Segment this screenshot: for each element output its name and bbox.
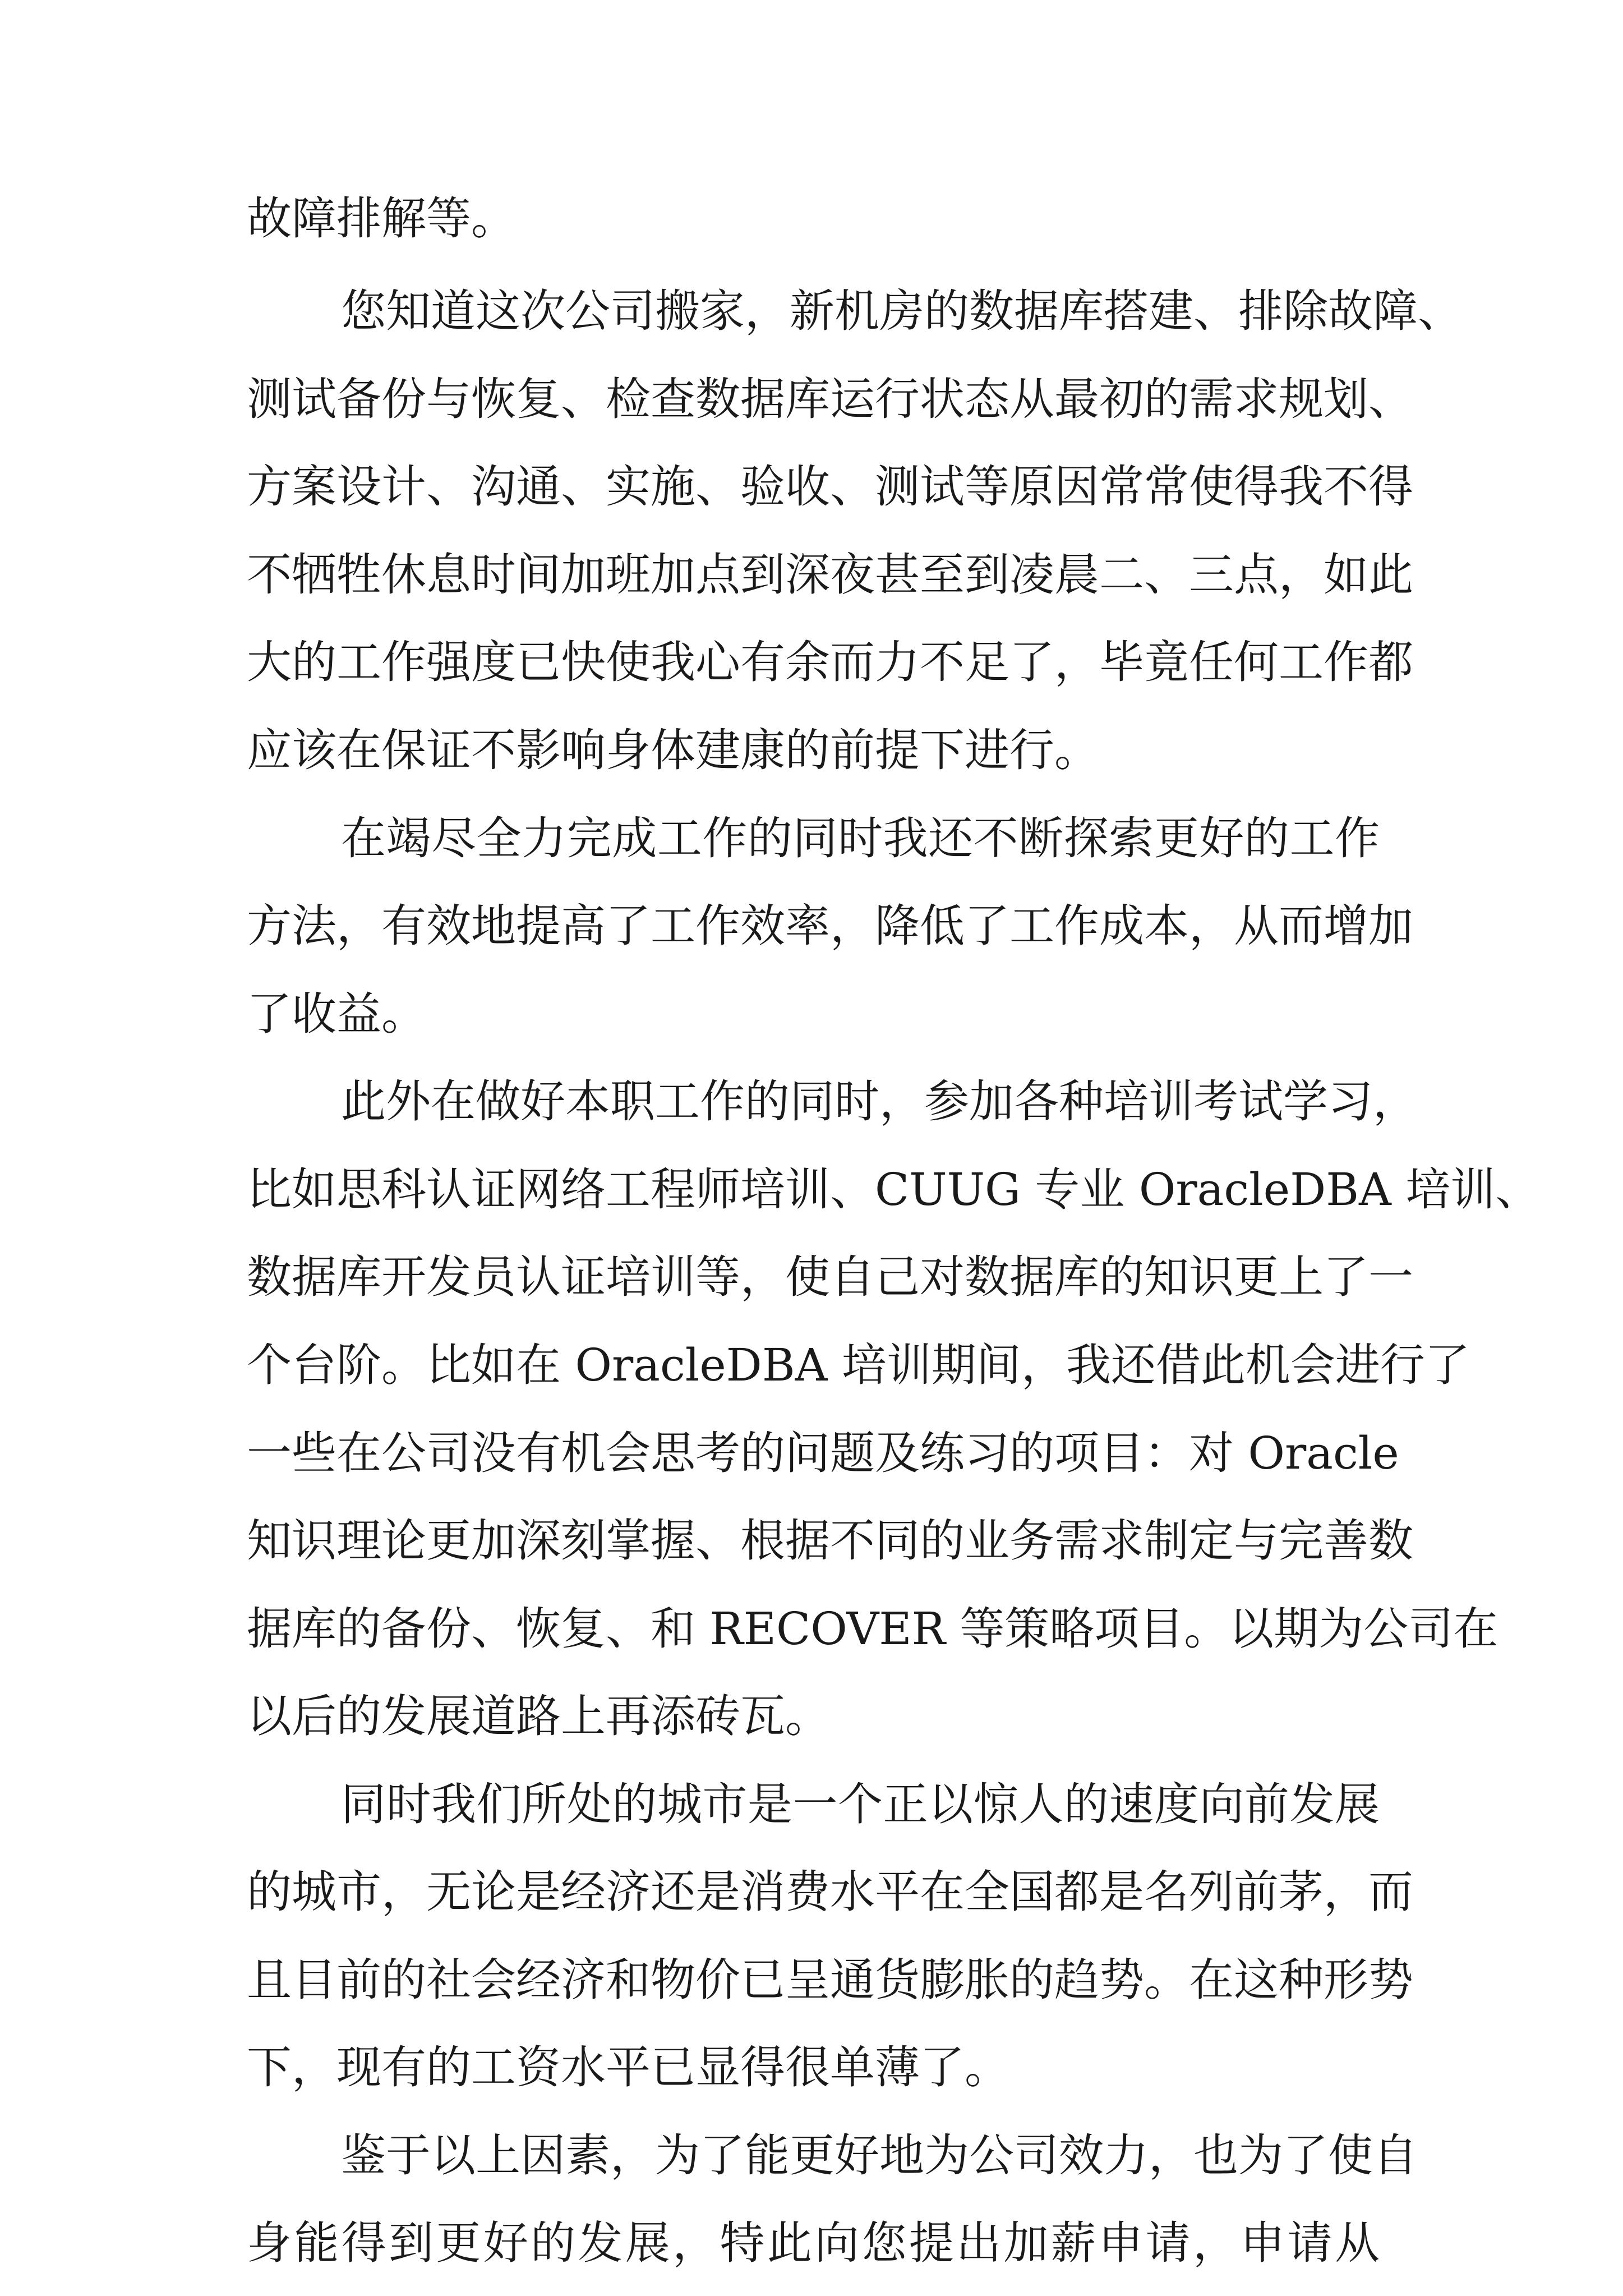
text-line: 数据库开发员认证培训等，使自己对数据库的知识更上了一 [247, 1251, 1413, 1303]
text-line: 应该在保证不影响身体建康的前提下进行。 [247, 724, 1099, 776]
text-line: 知识理论更加深刻掌握、根据不同的业务需求制定与完善数 [247, 1515, 1413, 1567]
text-line: 且目前的社会经济和物价已呈通货膨胀的趋势。在这种形势 [247, 1954, 1413, 2006]
text-line: 身能得到更好的发展，特此向您提出加薪申请，申请从 [247, 2217, 1380, 2269]
text-line: 下，现有的工资水平已显得很单薄了。 [247, 2041, 1009, 2093]
text-line: 个台阶。比如在 OracleDBA 培训期间，我还借此机会进行了 [247, 1339, 1470, 1391]
text-line: 此外在做好本职工作的同时，参加各种培训考试学习， [341, 1075, 1418, 1128]
text-line: 一些在公司没有机会思考的问题及练习的项目：对 Oracle [247, 1427, 1399, 1479]
text-line: 同时我们所处的城市是一个正以惊人的速度向前发展 [341, 1778, 1380, 1830]
text-line: 鉴于以上因素，为了能更好地为公司效力，也为了使自 [341, 2129, 1418, 2182]
text-line: 了收益。 [247, 988, 426, 1040]
text-line: 比如思科认证网络工程师培训、CUUG 专业 OracleDBA 培训、 [247, 1163, 1541, 1216]
text-line: 在竭尽全力完成工作的同时我还不断探索更好的工作 [341, 812, 1380, 864]
text-line: 大的工作强度已快使我心有余而力不足了，毕竟任何工作都 [247, 636, 1413, 688]
text-line: 不牺牲休息时间加班加点到深夜甚至到凌晨二、三点，如此 [247, 549, 1413, 601]
text-line: 方案设计、沟通、实施、验收、测试等原因常常使得我不得 [247, 461, 1413, 513]
text-line: 测试备份与恢复、检查数据库运行状态从最初的需求规划、 [247, 373, 1413, 425]
text-line: 据库的备份、恢复、和 RECOVER 等策略项目。以期为公司在 [247, 1603, 1498, 1655]
text-line: 的城市，无论是经济还是消费水平在全国都是名列前茅，而 [247, 1866, 1413, 1918]
text-line: 方法，有效地提高了工作效率，降低了工作成本，从而增加 [247, 900, 1413, 952]
text-line: 故障排解等。 [247, 192, 516, 245]
text-line: 以后的发展道路上再添砖瓦。 [247, 1690, 830, 1742]
text-line: 您知道这次公司搬家，新机房的数据库搭建、排除故障、 [341, 285, 1463, 337]
